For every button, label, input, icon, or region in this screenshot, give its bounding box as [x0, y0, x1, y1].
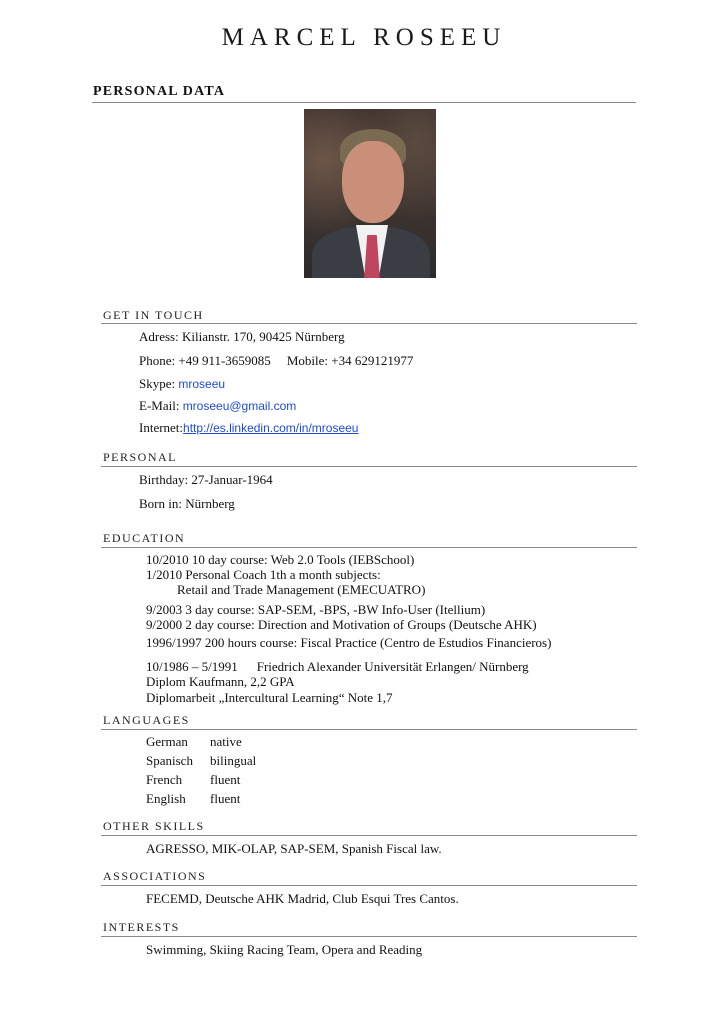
other-skills-text: AGRESSO, MIK-OLAP, SAP-SEM, Spanish Fiscal law.: [146, 841, 442, 856]
birthday-line: Birthday: 27-Januar-1964: [139, 472, 273, 487]
education-entry: 1/2010 Personal Coach 1th a month subjects:: [146, 567, 381, 582]
associations-divider: [101, 885, 637, 886]
education-entry: 10/2010 10 day course: Web 2.0 Tools (IEBSchool): [146, 552, 415, 567]
languages-divider: [101, 729, 637, 730]
get-in-touch-heading: GET IN TOUCH: [103, 308, 204, 322]
interests-divider: [101, 936, 637, 937]
associations-text: FECEMD, Deutsche AHK Madrid, Club Esqui Tres Cantos.: [146, 891, 459, 906]
personal-data-heading: PERSONAL DATA: [93, 84, 226, 99]
education-heading: EDUCATION: [103, 531, 186, 545]
associations-heading: ASSOCIATIONS: [103, 869, 207, 883]
skype-line: Skype: mroseeu: [139, 376, 226, 391]
education-entry-degree: 10/1986 – 5/1991 Friedrich Alexander Universität Erlangen/ Nürnberg: [146, 659, 529, 674]
interests-heading: INTERESTS: [103, 920, 180, 934]
language-row: German native: [146, 734, 242, 749]
address-line: Adress: Kilianstr. 170, 90425 Nürnberg: [139, 329, 345, 344]
languages-heading: LANGUAGES: [103, 713, 190, 727]
education-entry-detail: Diplomarbeit „Intercultural Learning“ Note 1,7: [146, 690, 393, 705]
education-divider: [101, 547, 637, 548]
language-row: English fluent: [146, 791, 241, 806]
linkedin-link[interactable]: http://es.linkedin.com/in/mroseeu: [183, 421, 359, 435]
language-row: Spanisch bilingual: [146, 753, 257, 768]
other-skills-heading: OTHER SKILLS: [103, 819, 205, 833]
internet-line: Internet:http://es.linkedin.com/in/mroseeu: [139, 420, 359, 435]
skype-link[interactable]: mroseeu: [178, 377, 226, 391]
education-entry: 9/2003 3 day course: SAP-SEM, -BPS, -BW Info-User (Itellium): [146, 602, 486, 617]
interests-text: Swimming, Skiing Racing Team, Opera and Reading: [146, 942, 423, 957]
get-in-touch-divider: [101, 323, 637, 324]
personal-divider: [101, 466, 637, 467]
cv-name: MARCEL ROSEEU: [221, 24, 507, 51]
education-entry: 1996/1997 200 hours course: Fiscal Practice (Centro de Estudios Financieros): [146, 635, 552, 650]
profile-photo: [304, 109, 436, 278]
personal-data-divider: [92, 102, 636, 103]
birthplace-line: Born in: Nürnberg: [139, 496, 235, 511]
phone-line: Phone: +49 911-3659085 Mobile: +34 629121977: [139, 353, 414, 368]
email-line: E-Mail: mroseeu@gmail.com: [139, 398, 297, 413]
education-entry-detail: Diplom Kaufmann, 2,2 GPA: [146, 674, 295, 689]
language-row: French fluent: [146, 772, 241, 787]
other-skills-divider: [101, 835, 637, 836]
email-link[interactable]: mroseeu@gmail.com: [182, 399, 297, 413]
education-entry: 9/2000 2 day course: Direction and Motivation of Groups (Deutsche AHK): [146, 617, 537, 632]
education-entry-detail: Retail and Trade Management (EMECUATRO): [177, 582, 426, 597]
personal-heading: PERSONAL: [103, 450, 178, 464]
